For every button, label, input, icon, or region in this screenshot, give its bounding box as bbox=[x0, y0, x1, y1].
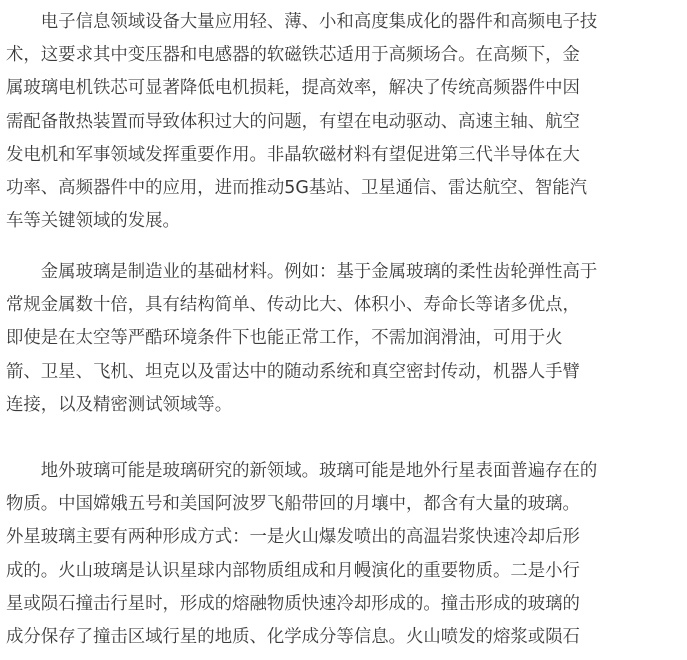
text-line: 需配备散热装置而导致体积过大的问题，有望在电动驱动、高速主轴、航空 bbox=[6, 111, 580, 132]
text-line: 星或陨石撞击行星时，形成的熔融物质快速冷却形成的。撞击形成的玻璃的 bbox=[6, 593, 580, 614]
text-line: 属玻璃电机铁芯可显著降低电机损耗，提高效率，解决了传统高频器件中因 bbox=[6, 78, 580, 99]
text-line: 术，这要求其中变压器和电感器的软磁铁芯适用于高频场合。在高频下，金 bbox=[6, 45, 580, 66]
text-line: 成分保存了撞击区域行星的地质、化学成分等信息。火山喷发的熔浆或陨石 bbox=[6, 626, 580, 647]
text-line: 金属玻璃是制造业的基础材料。例如：基于金属玻璃的柔性齿轮弹性高于 bbox=[6, 262, 598, 282]
text-line: 常规金属数十倍，具有结构简单、传动比大、体积小、寿命长等诸多优点， bbox=[6, 295, 580, 316]
text-line: 成的。火山玻璃是认识星球内部物质组成和月幔演化的重要物质。二是小行 bbox=[6, 560, 580, 581]
text-line: 车等关键领域的发展。 bbox=[6, 211, 180, 232]
text-line: 连接，以及精密测试领域等。 bbox=[6, 394, 233, 415]
text-line: 地外玻璃可能是玻璃研究的新领域。玻璃可能是地外行星表面普遍存在的 bbox=[6, 461, 598, 481]
paragraph-electronics bbox=[6, 6, 597, 238]
paragraph-extraterrestrial-glass bbox=[6, 455, 597, 654]
text-line: 箭、卫星、飞机、坦克以及雷达中的随动系统和真空密封传动，机器人手臂 bbox=[6, 361, 580, 382]
text-line: 即使是在太空等严酷环境条件下也能正常工作，不需加润滑油，可用于火 bbox=[6, 328, 563, 349]
paragraph-manufacturing bbox=[6, 256, 597, 422]
text-line: 物质。中国嫦娥五号和美国阿波罗飞船带回的月壤中，都含有大量的玻璃。 bbox=[6, 494, 580, 515]
text-line: 外星玻璃主要有两种形成方式：一是火山爆发喷出的高温岩浆快速冷却后形 bbox=[6, 527, 580, 548]
text-line: 功率、高频器件中的应用，进而推动5G基站、卫星通信、雷达航空、智能汽 bbox=[6, 177, 588, 198]
text-line: 发电机和军事领域发挥重要作用。非晶软磁材料有望促进第三代半导体在大 bbox=[6, 144, 580, 165]
text-line: 电子信息领域设备大量应用轻、薄、小和高度集成化的器件和高频电子技 bbox=[6, 12, 598, 32]
